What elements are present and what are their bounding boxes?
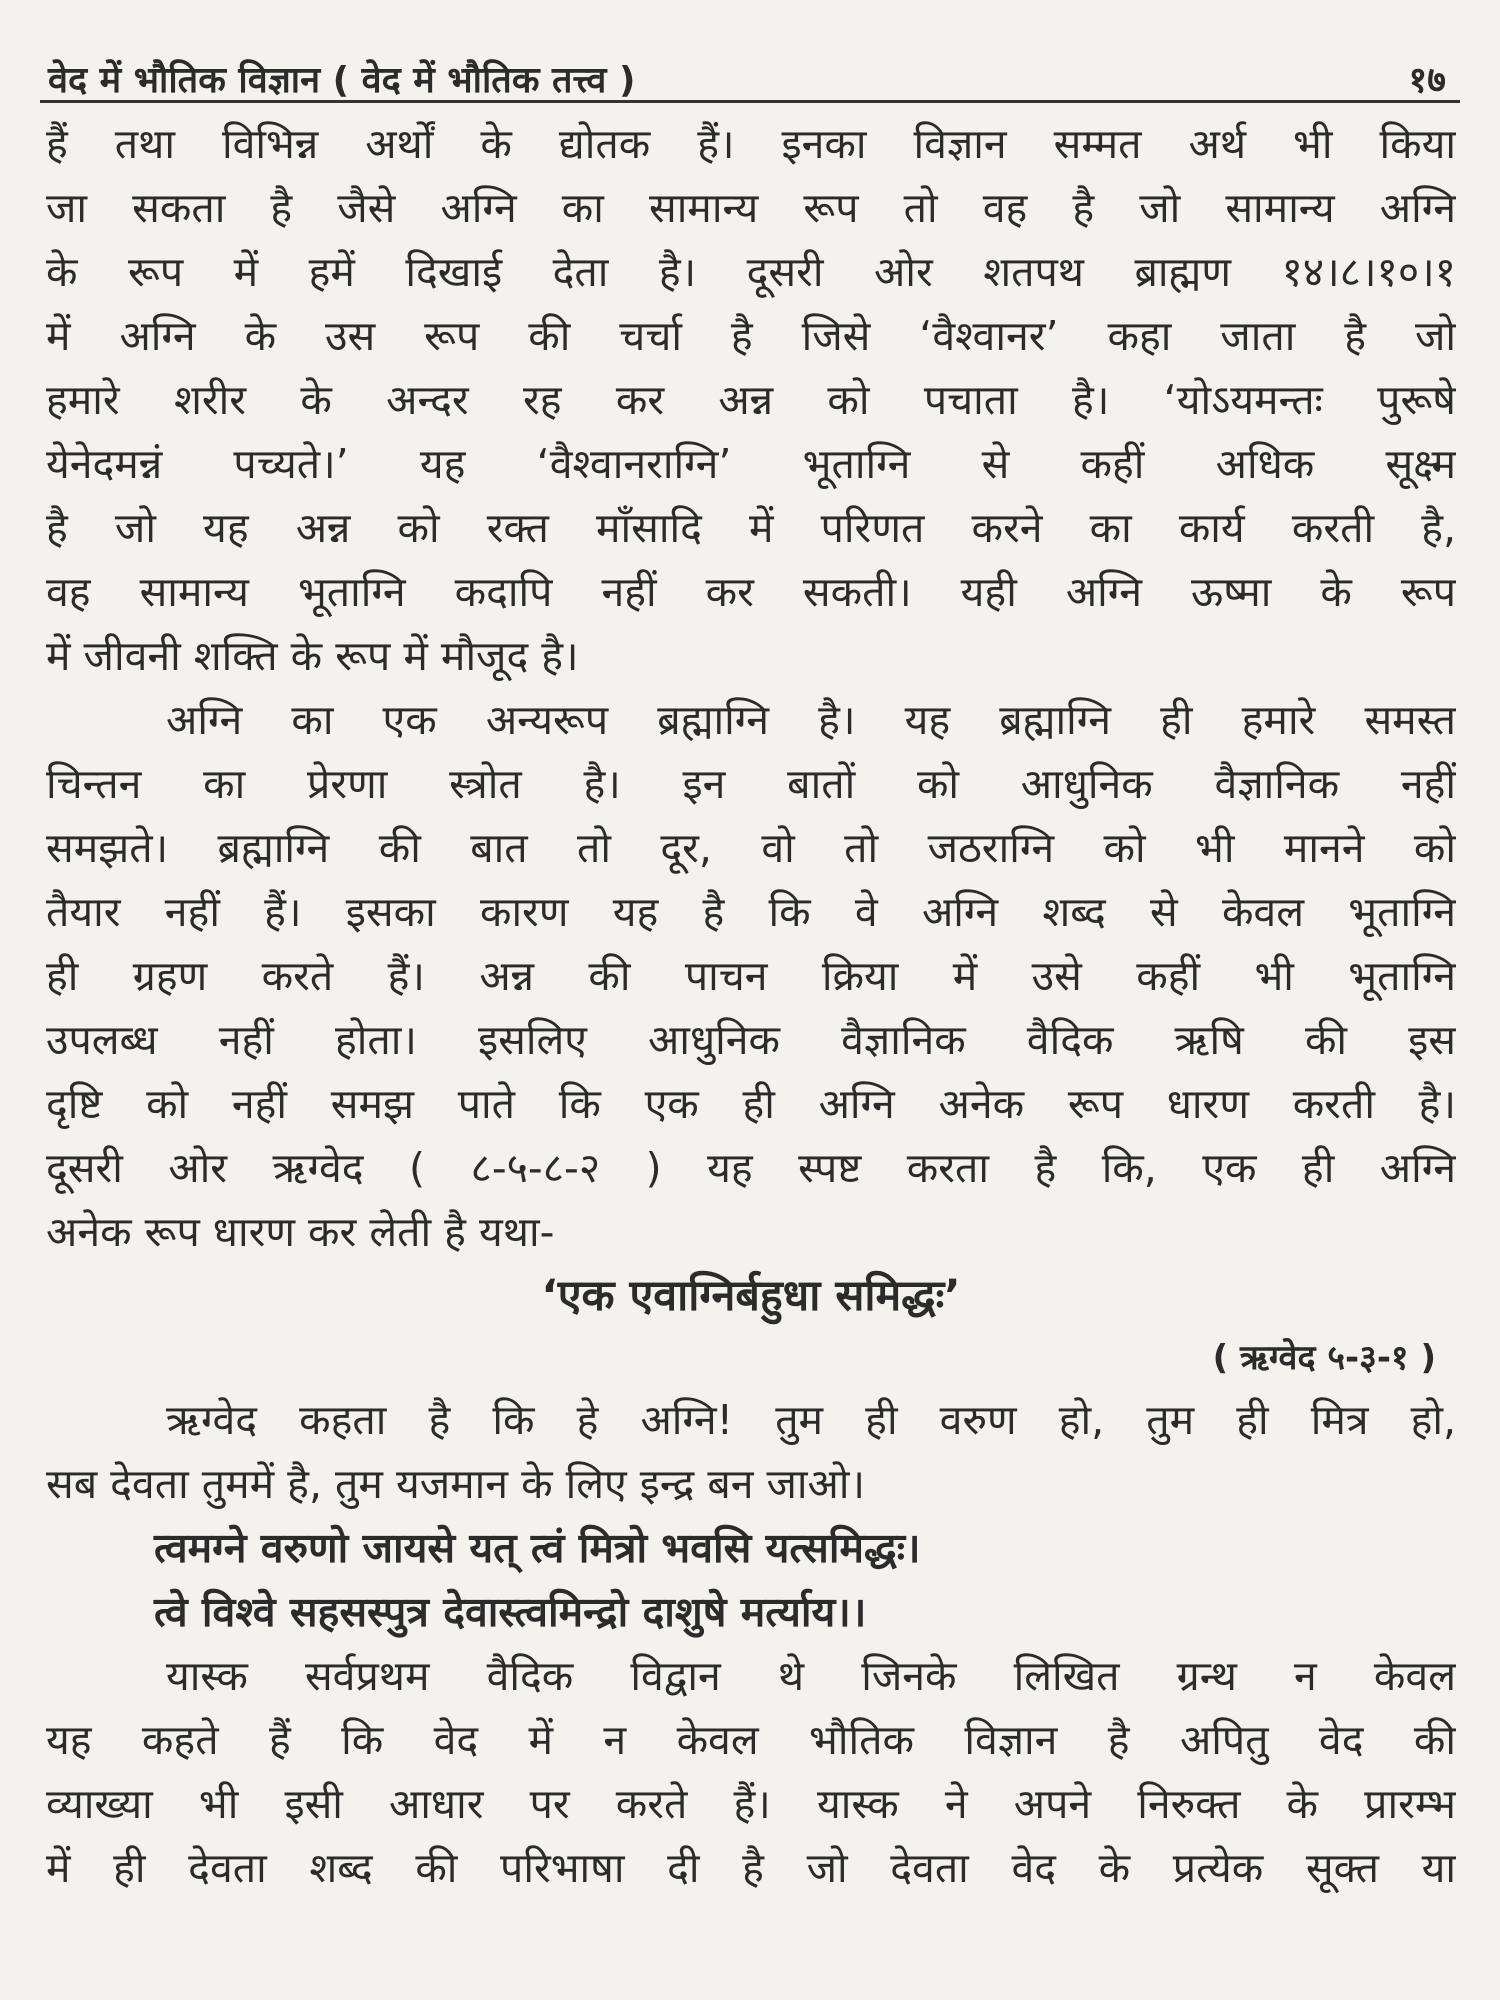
paragraph-2-line-3: समझते। ब्रह्माग्नि की बात तो दूर, वो तो जठराग्नि को भी मानने को [46, 824, 1456, 872]
page-number: १७ [1408, 60, 1446, 101]
paragraph-2-line-4: तैयार नहीं हैं। इसका कारण यह है कि वे अग्नि शब्द से केवल भूताग्नि [46, 888, 1456, 936]
paragraph-1-line-1: हैं तथा विभिन्न अर्थों के द्योतक हैं। इनका विज्ञान सम्मत अर्थ भी किया [46, 120, 1456, 168]
paragraph-4-line-1: यास्क सर्वप्रथम वैदिक विद्वान थे जिनके लिखित ग्रन्थ न केवल [166, 1652, 1456, 1700]
paragraph-3-line-2: सब देवता तुममें है, तुम यजमान के लिए इन्द्र बन जाओ। [46, 1460, 866, 1508]
paragraph-2-line-7: दृष्टि को नहीं समझ पाते कि एक ही अग्नि अनेक रूप धारण करती है। [46, 1080, 1456, 1128]
paragraph-1-line-8: वह सामान्य भूताग्नि कदापि नहीं कर सकती। यही अग्नि ऊष्मा के रूप [46, 568, 1456, 616]
paragraph-4-line-4: में ही देवता शब्द की परिभाषा दी है जो देवता वेद के प्रत्येक सूक्त या [46, 1844, 1456, 1892]
book-page [40, 0, 1460, 2000]
paragraph-2-line-5: ही ग्रहण करते हैं। अन्न की पाचन क्रिया में उसे कहीं भी भूताग्नि [46, 952, 1456, 1000]
verse-citation: ( ऋग्वेद ५-३-१ ) [1212, 1338, 1436, 1378]
paragraph-4-line-2: यह कहते हैं कि वेद में न केवल भौतिक विज्ञान है अपितु वेद की [46, 1716, 1456, 1764]
paragraph-3-line-1: ऋग्वेद कहता है कि हे अग्नि! तुम ही वरुण हो, तुम ही मित्र हो, [166, 1396, 1456, 1444]
running-title: वेद में भौतिक विज्ञान ( वेद में भौतिक तत्त्व ) [48, 60, 636, 101]
paragraph-2-line-2: चिन्तन का प्रेरणा स्त्रोत है। इन बातों को आधुनिक वैज्ञानिक नहीं [46, 760, 1456, 808]
paragraph-1-line-4: में अग्नि के उस रूप की चर्चा है जिसे ‘वैश्वानर’ कहा जाता है जो [46, 312, 1456, 360]
paragraph-1-line-7: है जो यह अन्न को रक्त माँसादि में परिणत करने का कार्य करती है, [46, 504, 1456, 552]
paragraph-1-line-2: जा सकता है जैसे अग्नि का सामान्य रूप तो वह है जो सामान्य अग्नि [46, 184, 1456, 232]
paragraph-1-line-9: में जीवनी शक्ति के रूप में मौजूद है। [46, 632, 579, 680]
paragraph-4-line-3: व्याख्या भी इसी आधार पर करते हैं। यास्क ने अपने निरुक्त के प्रारम्भ [46, 1780, 1456, 1828]
running-header [40, 50, 1460, 103]
body-text [46, 112, 1456, 1900]
paragraph-1-line-3: के रूप में हमें दिखाई देता है। दूसरी ओर शतपथ ब्राह्मण १४।८।१०।१ [46, 248, 1456, 296]
quoted-verse: ‘एक एवाग्निर्बहुधा समिद्धः’ [541, 1271, 961, 1321]
paragraph-1-line-5: हमारे शरीर के अन्दर रह कर अन्न को पचाता है। ‘योऽयमन्तः पुरूषे [46, 376, 1456, 424]
sanskrit-verse-line-1: त्वमग्ने वरुणो जायसे यत् त्वं मित्रो भवसि यत्समिद्धः। [154, 1524, 921, 1572]
sanskrit-verse-line-2: त्वे विश्वे सहसस्पुत्र देवास्त्वमिन्द्रो दाशुषे मर्त्याय।। [154, 1588, 867, 1636]
paragraph-2-line-9: अनेक रूप धारण कर लेती है यथा- [46, 1208, 555, 1256]
paragraph-2-line-8: दूसरी ओर ऋग्वेद ( ८-५-८-२ ) यह स्पष्ट करता है कि, एक ही अग्नि [46, 1144, 1456, 1192]
paragraph-2-line-1: अग्नि का एक अन्यरूप ब्रह्माग्नि है। यह ब्रह्माग्नि ही हमारे समस्त [166, 696, 1456, 744]
paragraph-1-line-6: येनेदमन्नं पच्यते।’ यह ‘वैश्वानराग्नि’ भूताग्नि से कहीं अधिक सूक्ष्म [46, 440, 1456, 488]
paragraph-2-line-6: उपलब्ध नहीं होता। इसलिए आधुनिक वैज्ञानिक वैदिक ऋषि की इस [46, 1016, 1456, 1064]
